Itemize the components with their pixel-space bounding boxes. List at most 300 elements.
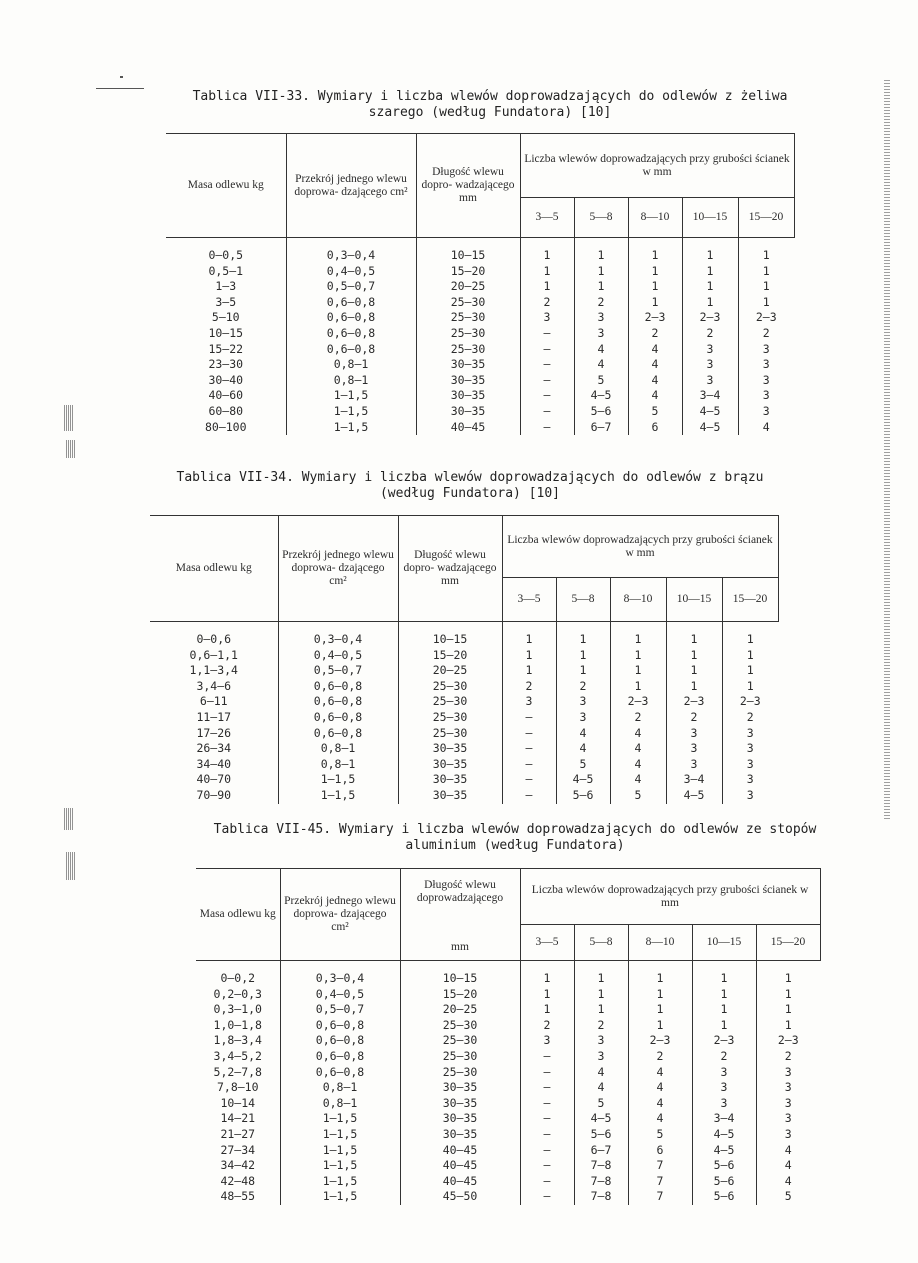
table-cell: 3: [762, 341, 770, 356]
table-cell: 4—5: [682, 420, 738, 436]
table-cell: 1: [520, 987, 574, 1003]
table-cell: 4: [574, 1065, 628, 1081]
table-cell: 1—1,5: [286, 420, 416, 436]
table-cell: 0—0,6: [150, 632, 278, 648]
header-thick: 8—10: [610, 578, 666, 622]
header-dlugosc: [400, 869, 520, 961]
table-cell: 40—45: [400, 1174, 520, 1190]
table-cell: 2—3: [610, 694, 666, 710]
table-cell: 4—5: [574, 388, 628, 404]
table-cell: 2—3: [666, 694, 722, 710]
table-cell: —: [502, 726, 556, 742]
table-row: [166, 279, 794, 295]
table-cell: 1: [692, 971, 756, 987]
header-thick: 3—5: [520, 925, 574, 961]
table-cell: 6—11: [150, 694, 278, 710]
table-row: [150, 757, 778, 773]
table-cell: 34—40: [150, 757, 278, 773]
header-thick: 5—8: [574, 925, 628, 961]
header-thick: 15—20: [738, 198, 794, 238]
header-thick: 10—15: [666, 578, 722, 622]
table-cell: 3: [746, 741, 754, 756]
table-row: [150, 694, 778, 710]
table-cell: 2: [746, 709, 754, 724]
table-cell: 3—5: [166, 295, 286, 311]
header-dlugosc: Długość wlewu dopro- wadzającego mm: [416, 134, 520, 238]
table-cell: 1: [746, 647, 754, 662]
table-row: [150, 632, 778, 648]
table-cell: 1: [502, 663, 556, 679]
table-row: [196, 1111, 820, 1127]
table-cell: 1—1,5: [278, 772, 398, 788]
table-cell: 1: [628, 248, 682, 264]
table-row: [150, 648, 778, 664]
table-cell: 5: [628, 404, 682, 420]
table-cell: 40—70: [150, 772, 278, 788]
table-cell: 3: [692, 1065, 756, 1081]
table-cell: 30—35: [398, 757, 502, 773]
table-cell: 5—6: [692, 1189, 756, 1205]
table-cell: —: [520, 404, 574, 420]
table-cell: 1: [784, 1002, 792, 1017]
header-liczba: Liczba wlewów doprowadzających przy grubości ścianek w mm: [520, 134, 794, 198]
table-cell: 2: [574, 1018, 628, 1034]
table-row: [196, 1033, 820, 1049]
table-cell: 1: [520, 971, 574, 987]
table-cell: 4: [628, 1096, 692, 1112]
caption-line: Tablica VII-34. Wymiary i liczba wlewów doprowadzających do odlewów z brązu: [176, 470, 764, 485]
table-cell: 3: [666, 726, 722, 742]
table-row: [196, 1143, 820, 1159]
table-cell: 1: [682, 264, 738, 280]
table-cell: 3: [762, 403, 770, 418]
table-cell: 0,6—0,8: [280, 1018, 400, 1034]
table-cell: 3: [682, 373, 738, 389]
table-cell: 0,8—1: [278, 741, 398, 757]
scan-edge-stripe: [884, 80, 890, 820]
table-cell: 0,6—0,8: [280, 1033, 400, 1049]
table-cell: 1: [682, 279, 738, 295]
table-cell: 1: [520, 1002, 574, 1018]
table-cell: 3: [556, 710, 610, 726]
table-row: [166, 420, 794, 436]
table-cell: 0,6—1,1: [150, 648, 278, 664]
table-cell: 3: [746, 725, 754, 740]
table-cell: 30—35: [398, 772, 502, 788]
table-cell: 0,5—0,7: [278, 663, 398, 679]
table-cell: 25—30: [400, 1049, 520, 1065]
table-cell: 4: [610, 741, 666, 757]
table-cell: 0,6—0,8: [278, 694, 398, 710]
table-row: [150, 788, 778, 804]
table-cell: 5—6: [692, 1158, 756, 1174]
table-cell: 3: [666, 757, 722, 773]
header-thick: 10—15: [682, 198, 738, 238]
table-cell: 5—6: [556, 788, 610, 804]
table-cell: 1—3: [166, 279, 286, 295]
table-cell: 25—30: [416, 326, 520, 342]
table-cell: 0,8—1: [280, 1080, 400, 1096]
table-cell: 30—35: [416, 388, 520, 404]
table-cell: 1—1,5: [278, 788, 398, 804]
table-cell: 0,5—1: [166, 264, 286, 280]
table-cell: 3: [762, 372, 770, 387]
table-cell: —: [520, 1189, 574, 1205]
table-cell: 3: [692, 1096, 756, 1112]
header-thick: 15—20: [722, 578, 778, 622]
table-cell: 2: [520, 1018, 574, 1034]
table-cell: 1: [628, 279, 682, 295]
table-cell: 1—1,5: [280, 1111, 400, 1127]
table-row: [196, 987, 820, 1003]
table-cell: 4—5: [692, 1143, 756, 1159]
table-row: [150, 663, 778, 679]
table-cell: 3: [666, 741, 722, 757]
header-masa: Masa odlewu kg: [166, 134, 286, 238]
table-cell: 4—5: [682, 404, 738, 420]
table-cell: 2: [628, 326, 682, 342]
table-cell: 2: [666, 710, 722, 726]
table-cell: 25—30: [398, 679, 502, 695]
table-cell: 42—48: [196, 1174, 280, 1190]
table-cell: 3: [746, 772, 754, 787]
caption-line: szarego (według Fundatora) [10]: [368, 105, 612, 120]
scan-blot: [64, 405, 74, 431]
table-cell: 2: [556, 679, 610, 695]
table-cell: 5,2—7,8: [196, 1065, 280, 1081]
table-cell: —: [502, 741, 556, 757]
table-cell: 25—30: [416, 310, 520, 326]
table-cell: 4: [574, 357, 628, 373]
table-cell: 1: [628, 264, 682, 280]
table-cell: 5—6: [574, 404, 628, 420]
scan-blot: [66, 440, 76, 458]
table-cell: 0—0,5: [166, 248, 286, 264]
table-cell: 1: [556, 632, 610, 648]
table-cell: 3: [784, 1095, 792, 1110]
table-cell: 3: [574, 310, 628, 326]
table-cell: 2: [520, 295, 574, 311]
table-cell: 5: [628, 1127, 692, 1143]
table-cell: 1: [628, 1018, 692, 1034]
table-row: [196, 1049, 820, 1065]
table-cell: 1,8—3,4: [196, 1033, 280, 1049]
table-cell: 3: [682, 342, 738, 358]
table-cell: 30—35: [416, 373, 520, 389]
table-cell: 1: [692, 1002, 756, 1018]
table-cell: 4: [784, 1142, 792, 1157]
table-cell: —: [520, 1080, 574, 1096]
table-cell: 30—35: [400, 1111, 520, 1127]
table-cell: 1: [610, 679, 666, 695]
table-cell: 1—1,5: [280, 1127, 400, 1143]
table-cell: 1: [666, 648, 722, 664]
table-row: [166, 404, 794, 420]
table-row: [196, 1096, 820, 1112]
table-cell: —: [520, 342, 574, 358]
table-cell: 10—14: [196, 1096, 280, 1112]
table-cell: 0,4—0,5: [280, 987, 400, 1003]
table-cell: —: [520, 388, 574, 404]
header-masa: Masa odlewu kg: [150, 516, 278, 622]
table-cell: 1: [502, 632, 556, 648]
table-cell: 0,5—0,7: [280, 1002, 400, 1018]
table-caption: [130, 470, 810, 502]
table-cell: 20—25: [398, 663, 502, 679]
table-cell: 1: [574, 987, 628, 1003]
table-cell: 0,3—0,4: [278, 632, 398, 648]
table-cell: 27—34: [196, 1143, 280, 1159]
table-cell: 1: [762, 248, 770, 262]
table-cell: —: [502, 788, 556, 804]
table-cell: 40—45: [400, 1158, 520, 1174]
header-thick: 3—5: [502, 578, 556, 622]
table-cell: 25—30: [400, 1018, 520, 1034]
table-cell: 4: [610, 726, 666, 742]
table-cell: 1: [762, 263, 770, 278]
table-cell: —: [520, 1127, 574, 1143]
table-cell: 30—35: [416, 357, 520, 373]
table-cell: 1: [574, 248, 628, 264]
table-cell: 1: [666, 663, 722, 679]
table-cell: 1: [610, 648, 666, 664]
table-cell: 1: [784, 971, 792, 985]
table-cell: 3: [746, 756, 754, 771]
table-cell: 2—3: [628, 310, 682, 326]
table-cell: 80—100: [166, 420, 286, 436]
table-cell: 1—1,5: [280, 1189, 400, 1205]
table-cell: 3: [520, 310, 574, 326]
table-cell: 1: [692, 987, 756, 1003]
table-cell: 2: [784, 1048, 792, 1063]
table-cell: 2—3: [777, 1033, 799, 1048]
table-cell: 0,8—1: [278, 757, 398, 773]
table-cell: 7: [628, 1189, 692, 1205]
table-cell: 15—20: [398, 648, 502, 664]
table-cell: 3: [574, 1049, 628, 1065]
table-cell: 2: [502, 679, 556, 695]
table-cell: 1: [746, 678, 754, 693]
table-cell: 10—15: [166, 326, 286, 342]
table-cell: 4: [610, 757, 666, 773]
table-cell: 10—15: [398, 632, 502, 648]
table-cell: 5: [784, 1189, 792, 1204]
table-row: [150, 772, 778, 788]
table-vii-45: [196, 868, 821, 1205]
table-cell: 6: [628, 420, 682, 436]
table-cell: 3—4: [666, 772, 722, 788]
table-row: [196, 1127, 820, 1143]
table-row: [166, 310, 794, 326]
header-thick: 3—5: [520, 198, 574, 238]
table-cell: 30—35: [400, 1096, 520, 1112]
table-cell: 30—35: [398, 741, 502, 757]
table-cell: 1: [692, 1018, 756, 1034]
table-cell: 2: [692, 1049, 756, 1065]
table-cell: 0,6—0,8: [286, 342, 416, 358]
table-cell: 30—40: [166, 373, 286, 389]
table-cell: 4: [628, 373, 682, 389]
table-row: [166, 373, 794, 389]
table-cell: 7—8: [574, 1158, 628, 1174]
table-cell: —: [520, 373, 574, 389]
table-row: [196, 1002, 820, 1018]
header-liczba: Liczba wlewów doprowadzających przy grubości ścianek w mm: [502, 516, 778, 578]
table-cell: 3: [762, 357, 770, 372]
table-cell: 30—35: [400, 1127, 520, 1143]
table-row: [150, 679, 778, 695]
table-cell: 25—30: [416, 295, 520, 311]
table-cell: 4: [556, 741, 610, 757]
table-cell: 0,6—0,8: [286, 295, 416, 311]
table-row: [166, 342, 794, 358]
table-cell: 25—30: [400, 1033, 520, 1049]
table-cell: 1: [556, 663, 610, 679]
table-cell: 0,6—0,8: [280, 1049, 400, 1065]
table-row: [196, 1158, 820, 1174]
table-cell: 15—20: [400, 987, 520, 1003]
table-cell: 4: [610, 772, 666, 788]
header-thick: 10—15: [692, 925, 756, 961]
table-cell: 7,8—10: [196, 1080, 280, 1096]
table-cell: 25—30: [398, 694, 502, 710]
caption-line: Tablica VII-33. Wymiary i liczba wlewów doprowadzających do odlewów z żeliwa: [192, 89, 788, 104]
table-caption: [185, 822, 845, 854]
table-vii-33: [166, 133, 795, 435]
table-cell: 0,6—0,8: [278, 710, 398, 726]
table-cell: 40—45: [416, 420, 520, 436]
table-cell: 1: [628, 987, 692, 1003]
table-cell: 1: [574, 1002, 628, 1018]
table-cell: 40—60: [166, 388, 286, 404]
table-cell: 4: [574, 1080, 628, 1096]
table-cell: 5—6: [574, 1127, 628, 1143]
table-cell: 4: [628, 1080, 692, 1096]
table-row: [196, 1018, 820, 1034]
caption-line: Tablica VII-45. Wymiary i liczba wlewów doprowadzających do odlewów ze stopów: [213, 822, 817, 837]
table-cell: —: [502, 710, 556, 726]
table-cell: 1,0—1,8: [196, 1018, 280, 1034]
table-cell: 0,8—1: [286, 357, 416, 373]
table-cell: 21—27: [196, 1127, 280, 1143]
table-cell: —: [520, 1111, 574, 1127]
table-cell: 5: [610, 788, 666, 804]
table-cell: 2: [762, 325, 770, 340]
table-cell: 3: [784, 1111, 792, 1126]
table-row: [166, 357, 794, 373]
table-cell: 10—15: [400, 971, 520, 987]
table-cell: 1: [682, 295, 738, 311]
table-cell: 30—35: [398, 788, 502, 804]
table-cell: 3: [692, 1080, 756, 1096]
table-cell: —: [520, 1096, 574, 1112]
table-cell: 3: [762, 388, 770, 403]
table-row: [196, 1080, 820, 1096]
table-cell: 10—15: [416, 248, 520, 264]
table-cell: 2—3: [755, 310, 777, 325]
table-cell: 25—30: [416, 342, 520, 358]
table-cell: 4: [762, 419, 770, 434]
table-cell: 3: [574, 1033, 628, 1049]
table-cell: 20—25: [400, 1002, 520, 1018]
table-cell: 5: [574, 1096, 628, 1112]
table-cell: 6: [628, 1143, 692, 1159]
header-dlugosc-unit: mm: [451, 941, 469, 953]
table-cell: 3: [682, 357, 738, 373]
table-cell: 1: [628, 971, 692, 987]
table-cell: —: [520, 420, 574, 436]
table-row: [150, 741, 778, 757]
table-cell: 3: [520, 1033, 574, 1049]
table-cell: 2—3: [739, 694, 761, 709]
table-cell: 4: [628, 388, 682, 404]
table-cell: 3: [502, 694, 556, 710]
table-cell: 4—5: [574, 1111, 628, 1127]
scan-mark: [120, 76, 123, 78]
header-dlugosc: Długość wlewu dopro- wadzającego mm: [398, 516, 502, 622]
table-cell: 1: [762, 279, 770, 294]
table-cell: 3,4—5,2: [196, 1049, 280, 1065]
scan-mark: [96, 88, 144, 89]
table-cell: 4: [628, 342, 682, 358]
caption-line: (według Fundatora) [10]: [379, 486, 560, 501]
table-cell: 3: [784, 1064, 792, 1079]
table-cell: 1: [574, 264, 628, 280]
table-cell: 1: [520, 248, 574, 264]
table-cell: 1—1,5: [280, 1174, 400, 1190]
table-cell: 1—1,5: [286, 404, 416, 420]
table-cell: 5: [574, 373, 628, 389]
table-row: [166, 388, 794, 404]
table-cell: 1: [762, 294, 770, 309]
table-row: [196, 1189, 820, 1205]
table-cell: 4: [784, 1158, 792, 1173]
table-cell: 6—7: [574, 1143, 628, 1159]
table-cell: 26—34: [150, 741, 278, 757]
table-cell: 1: [502, 648, 556, 664]
table-cell: 1: [666, 679, 722, 695]
table-cell: 1: [784, 986, 792, 1001]
table-cell: 0,3—0,4: [286, 248, 416, 264]
table-cell: 0,6—0,8: [280, 1065, 400, 1081]
table-cell: 3: [784, 1080, 792, 1095]
table-cell: 4: [628, 357, 682, 373]
table-row: [166, 248, 794, 264]
table-cell: 7: [628, 1158, 692, 1174]
table-cell: 15—22: [166, 342, 286, 358]
table-cell: 1: [784, 1017, 792, 1032]
table-cell: 23—30: [166, 357, 286, 373]
table-cell: —: [520, 357, 574, 373]
table-cell: 1: [682, 248, 738, 264]
table-cell: 7: [628, 1174, 692, 1190]
table-cell: —: [520, 1065, 574, 1081]
header-masa: Masa odlewu kg: [196, 869, 280, 961]
table-cell: 3—4: [682, 388, 738, 404]
table-cell: 30—35: [416, 404, 520, 420]
table-cell: 40—45: [400, 1143, 520, 1159]
table-cell: 5—10: [166, 310, 286, 326]
table-cell: 4—5: [556, 772, 610, 788]
table-cell: 3: [574, 326, 628, 342]
table-cell: 1: [628, 1002, 692, 1018]
table-cell: 0,4—0,5: [278, 648, 398, 664]
table-cell: 0,3—1,0: [196, 1002, 280, 1018]
table-cell: 2: [682, 326, 738, 342]
header-thick: 5—8: [556, 578, 610, 622]
table-cell: 4: [556, 726, 610, 742]
table-cell: —: [502, 757, 556, 773]
